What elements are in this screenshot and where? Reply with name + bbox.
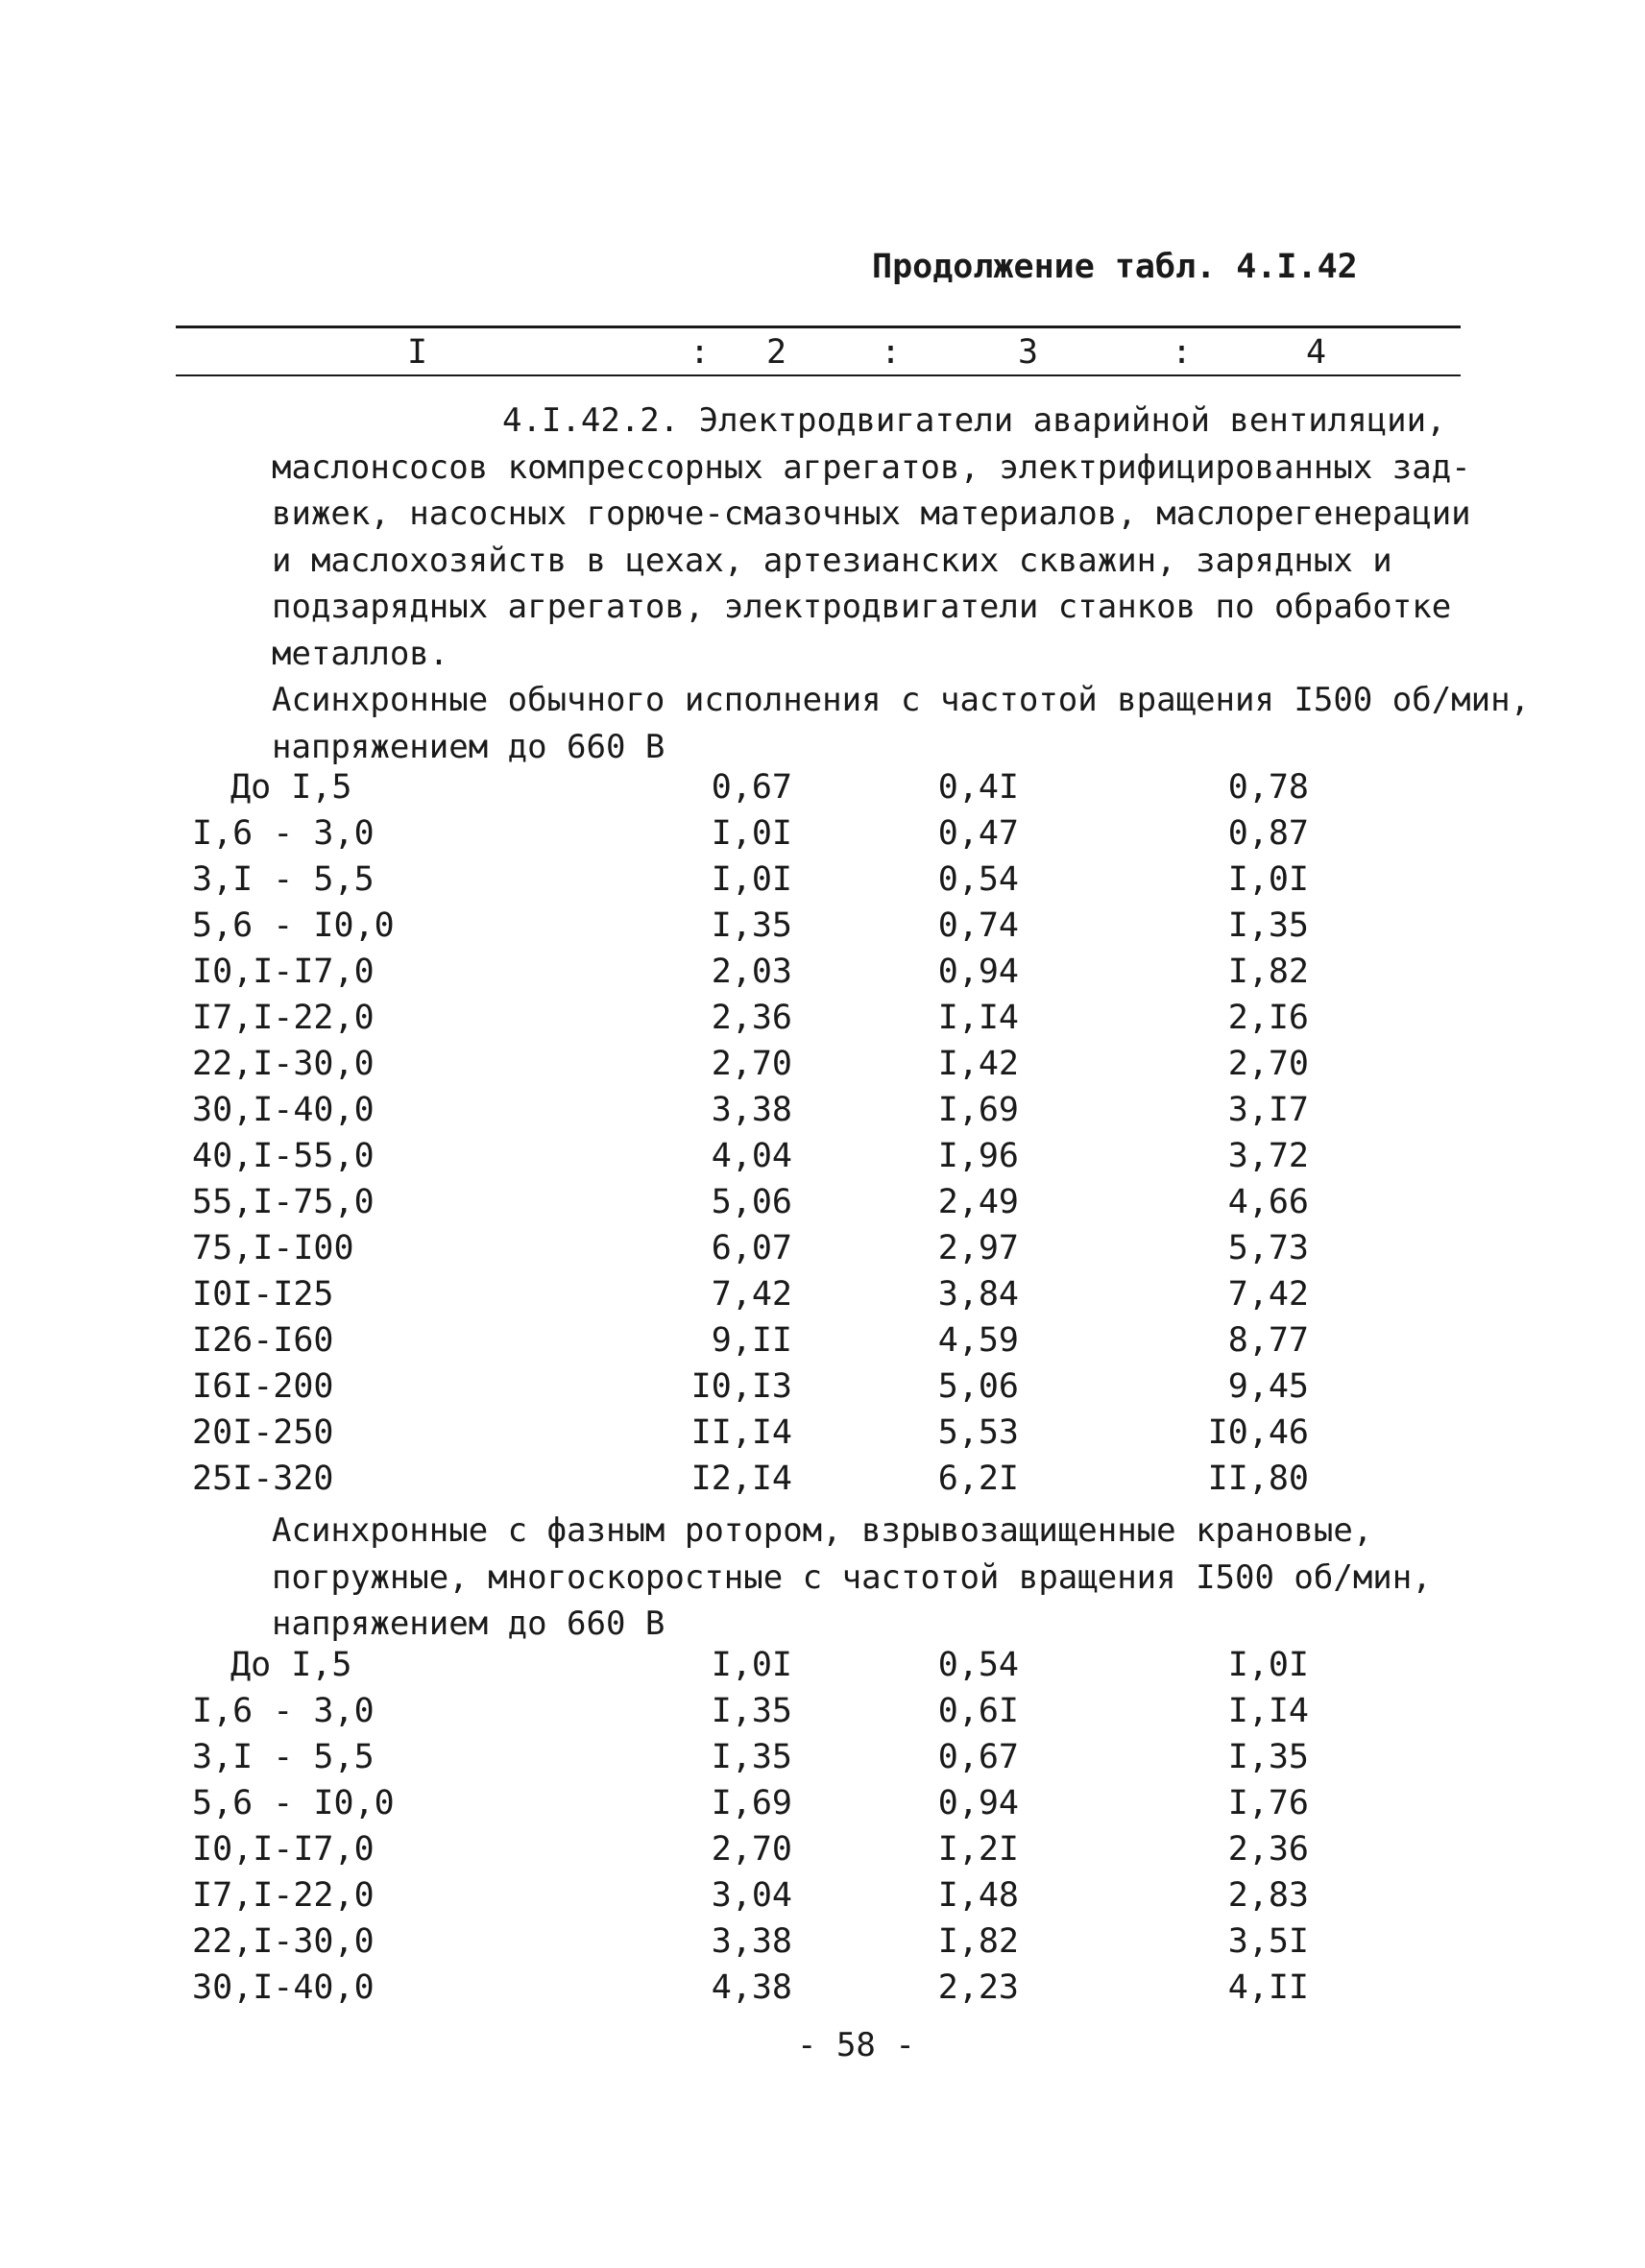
table-row <box>0 1229 1645 1275</box>
value-col4-cell: 4,II <box>1227 1968 1309 2007</box>
value-col2-cell: I2,I4 <box>690 1460 792 1498</box>
table-row <box>0 814 1645 860</box>
value-col4-cell: 7,42 <box>1227 1275 1309 1314</box>
table-row <box>0 1968 1645 2015</box>
power-range-cell: I7,I-22,0 <box>192 1876 375 1915</box>
value-col4-cell: 9,45 <box>1227 1367 1309 1406</box>
value-col3-cell: I,2I <box>937 1830 1019 1869</box>
value-col3-cell: 5,06 <box>937 1367 1019 1406</box>
caption-line: Асинхронные обычного исполнения с частотой вращения I500 об/мин, <box>272 681 1531 719</box>
value-col2-cell: I,35 <box>711 1692 792 1730</box>
value-col2-cell: I,0I <box>711 860 792 899</box>
column-header-2: 2 <box>766 333 787 372</box>
value-col4-cell: 0,78 <box>1227 768 1309 807</box>
value-col4-cell: I,I4 <box>1227 1692 1309 1730</box>
power-range-cell: До I,5 <box>230 768 352 807</box>
value-col4-cell: II,80 <box>1207 1460 1309 1498</box>
table-continuation-title: Продолжение табл. 4.I.42 <box>872 248 1358 286</box>
value-col3-cell: 2,49 <box>937 1183 1019 1221</box>
value-col3-cell: I,82 <box>937 1922 1019 1961</box>
power-range-cell: 55,I-75,0 <box>192 1183 375 1221</box>
value-col3-cell: 4,59 <box>937 1321 1019 1360</box>
column-header-1: I <box>407 333 428 372</box>
power-range-cell: 3,I - 5,5 <box>192 1738 375 1776</box>
value-col2-cell: 9,II <box>711 1321 792 1360</box>
group2-caption <box>272 1508 1432 1648</box>
power-range-cell: 30,I-40,0 <box>192 1968 375 2007</box>
paragraph-line: 4.I.42.2. Электродвигатели аварийной вентиляции, <box>502 401 1446 440</box>
value-col3-cell: I,96 <box>937 1137 1019 1175</box>
value-col3-cell: 0,67 <box>937 1738 1019 1776</box>
power-range-cell: 22,I-30,0 <box>192 1922 375 1961</box>
value-col2-cell: 6,07 <box>711 1229 792 1267</box>
value-col3-cell: 0,94 <box>937 953 1019 991</box>
value-col3-cell: I,48 <box>937 1876 1019 1915</box>
value-col4-cell: 3,I7 <box>1227 1091 1309 1129</box>
value-col4-cell: 2,83 <box>1227 1876 1309 1915</box>
value-col4-cell: 3,72 <box>1227 1137 1309 1175</box>
column-header-3: 3 <box>1018 333 1039 372</box>
table-row <box>0 1922 1645 1968</box>
value-col4-cell: I,35 <box>1227 1738 1309 1776</box>
value-col4-cell: 2,36 <box>1227 1830 1309 1869</box>
power-range-cell: 40,I-55,0 <box>192 1137 375 1175</box>
power-range-cell: 25I-320 <box>192 1460 334 1498</box>
value-col4-cell: 4,66 <box>1227 1183 1309 1221</box>
value-col2-cell: 7,42 <box>711 1275 792 1314</box>
table-row <box>0 999 1645 1045</box>
value-col2-cell: 5,06 <box>711 1183 792 1221</box>
value-col2-cell: I0,I3 <box>690 1367 792 1406</box>
value-col2-cell: I,35 <box>711 906 792 945</box>
power-range-cell: 20I-250 <box>192 1413 334 1452</box>
power-range-cell: 75,I-I00 <box>192 1229 354 1267</box>
paragraph-line: вижек, насосных горюче-смазочных материалов, маслорегенерации <box>272 495 1471 533</box>
table-row <box>0 1784 1645 1830</box>
power-range-cell: I7,I-22,0 <box>192 999 375 1037</box>
table-row <box>0 1830 1645 1876</box>
power-range-cell: I,6 - 3,0 <box>192 814 375 853</box>
value-col2-cell: 2,36 <box>711 999 792 1037</box>
power-range-cell: I0I-I25 <box>192 1275 334 1314</box>
value-col4-cell: 2,I6 <box>1227 999 1309 1037</box>
table-row <box>0 906 1645 953</box>
power-range-cell: 3,I - 5,5 <box>192 860 375 899</box>
table-row <box>0 953 1645 999</box>
value-col4-cell: I,0I <box>1227 1646 1309 1684</box>
value-col2-cell: 3,04 <box>711 1876 792 1915</box>
section-heading-4-1-42-2 <box>272 398 1471 677</box>
table-row <box>0 1045 1645 1091</box>
power-range-cell: I26-I60 <box>192 1321 334 1360</box>
value-col4-cell: I,82 <box>1227 953 1309 991</box>
value-col4-cell: 0,87 <box>1227 814 1309 853</box>
column-separator: : <box>881 333 902 372</box>
column-separator: : <box>689 333 711 372</box>
value-col2-cell: 2,03 <box>711 953 792 991</box>
table-row <box>0 1646 1645 1692</box>
value-col3-cell: I,I4 <box>937 999 1019 1037</box>
value-col2-cell: 2,70 <box>711 1045 792 1083</box>
table-row <box>0 860 1645 906</box>
value-col4-cell: 8,77 <box>1227 1321 1309 1360</box>
value-col4-cell: I,0I <box>1227 860 1309 899</box>
power-range-cell: I0,I-I7,0 <box>192 953 375 991</box>
value-col3-cell: 0,54 <box>937 1646 1019 1684</box>
value-col4-cell: I,35 <box>1227 906 1309 945</box>
column-separator: : <box>1172 333 1193 372</box>
power-range-cell: 5,6 - I0,0 <box>192 906 395 945</box>
paragraph-line: металлов. <box>272 634 449 673</box>
table-row <box>0 1876 1645 1922</box>
value-col3-cell: 6,2I <box>937 1460 1019 1498</box>
paragraph-line: подзарядных агрегатов, электродвигатели станков по обработке <box>272 588 1452 626</box>
value-col3-cell: 0,6I <box>937 1692 1019 1730</box>
power-range-cell: I6I-200 <box>192 1367 334 1406</box>
value-col3-cell: I,42 <box>937 1045 1019 1083</box>
column-header-4: 4 <box>1306 333 1327 372</box>
value-col2-cell: I,35 <box>711 1738 792 1776</box>
value-col3-cell: 0,4I <box>937 768 1019 807</box>
value-col2-cell: II,I4 <box>690 1413 792 1452</box>
table-row <box>0 1692 1645 1738</box>
table-row <box>0 768 1645 814</box>
value-col2-cell: 4,38 <box>711 1968 792 2007</box>
caption-line: погружные, многоскоростные с частотой вращения I500 об/мин, <box>272 1557 1432 1597</box>
table-row <box>0 1275 1645 1321</box>
value-col4-cell: I0,46 <box>1207 1413 1309 1452</box>
value-col4-cell: 3,5I <box>1227 1922 1309 1961</box>
value-col2-cell: I,69 <box>711 1784 792 1822</box>
table-row <box>0 1413 1645 1460</box>
value-col2-cell: 3,38 <box>711 1091 792 1129</box>
value-col4-cell: 5,73 <box>1227 1229 1309 1267</box>
table-row <box>0 1460 1645 1506</box>
value-col2-cell: 3,38 <box>711 1922 792 1961</box>
table-row <box>0 1367 1645 1413</box>
header-rule-top <box>176 326 1461 328</box>
power-range-cell: 22,I-30,0 <box>192 1045 375 1083</box>
value-col3-cell: 3,84 <box>937 1275 1019 1314</box>
caption-line: напряжением до 660 В <box>272 727 665 766</box>
value-col3-cell: 0,94 <box>937 1784 1019 1822</box>
value-col3-cell: 0,54 <box>937 860 1019 899</box>
page-number: - 58 - <box>797 2026 915 2064</box>
paragraph-line: и маслохозяйств в цехах, артезианских скважин, зарядных и <box>272 541 1392 580</box>
caption-line: Асинхронные с фазным ротором, взрывозащищенные крановые, <box>272 1511 1373 1550</box>
power-range-cell: 30,I-40,0 <box>192 1091 375 1129</box>
power-range-cell: I0,I-I7,0 <box>192 1830 375 1869</box>
caption-line: напряжением до 660 В <box>272 1604 665 1643</box>
paragraph-line: маслонсосов компрессорных агрегатов, электрифицированных зад- <box>272 447 1471 487</box>
value-col4-cell: I,76 <box>1227 1784 1309 1822</box>
value-col3-cell: 5,53 <box>937 1413 1019 1452</box>
table-row <box>0 1321 1645 1367</box>
value-col3-cell: I,69 <box>937 1091 1019 1129</box>
value-col2-cell: 4,04 <box>711 1137 792 1175</box>
value-col3-cell: 0,47 <box>937 814 1019 853</box>
power-range-cell: До I,5 <box>230 1646 352 1684</box>
power-range-cell: 5,6 - I0,0 <box>192 1784 395 1822</box>
power-range-cell: I,6 - 3,0 <box>192 1692 375 1730</box>
value-col2-cell: I,0I <box>711 814 792 853</box>
value-col4-cell: 2,70 <box>1227 1045 1309 1083</box>
header-rule-bottom <box>176 374 1461 376</box>
table-row <box>0 1183 1645 1229</box>
table-row <box>0 1738 1645 1784</box>
value-col3-cell: 2,23 <box>937 1968 1019 2007</box>
table-row <box>0 1137 1645 1183</box>
value-col2-cell: 0,67 <box>711 768 792 807</box>
table-row <box>0 1091 1645 1137</box>
group1-caption <box>272 677 1530 770</box>
value-col2-cell: I,0I <box>711 1646 792 1684</box>
value-col3-cell: 2,97 <box>937 1229 1019 1267</box>
value-col2-cell: 2,70 <box>711 1830 792 1869</box>
value-col3-cell: 0,74 <box>937 906 1019 945</box>
